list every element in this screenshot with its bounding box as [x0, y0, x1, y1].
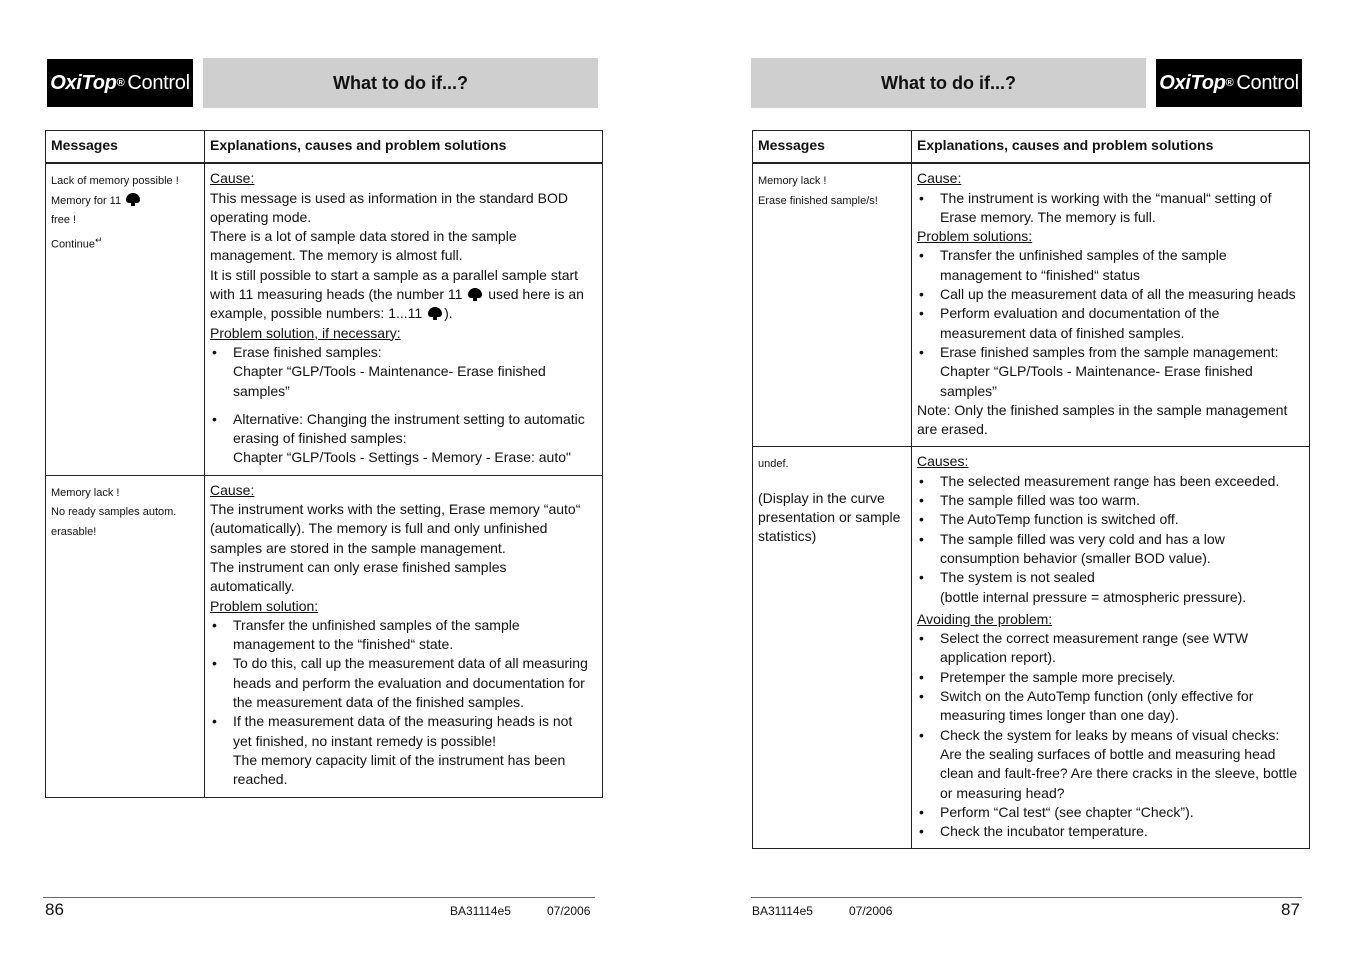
explanation-cell: Cause: This message is used as information in the standard BOD operating mode. There is a lot of sample data stored in the sample management. The memory is almost full. It is still possible to start a sample as a parallel sample start with 11 measuring heads (the number 11 used here is an example, possible numbers: 1...11 ). Problem solution, if necessary: • Erase finished samples: Chapter “GLP/Tools - Maintenance- Erase finished samples” • Alternative: Changing the instrument setting to automatic erasing of finished samples: Chapter “GLP/Tools - Settings - Memory - Erase: auto": [205, 163, 603, 475]
doc-date-left: 07/2006: [547, 904, 591, 918]
table-row: [753, 447, 1310, 849]
oxitop-logo-right: OxiTop ® Control: [1156, 59, 1302, 107]
list-item: • Switch on the AutoTemp function (only effective for measuring times longer than one day).: [917, 687, 1301, 726]
table-row: [46, 163, 603, 475]
list-item: • The sample filled was too warm.: [917, 491, 1301, 510]
list-item: • The selected measurement range has been exceeded.: [917, 472, 1301, 491]
page-number-right: 87: [1281, 900, 1300, 919]
list-item: • Alternative: Changing the instrument setting to automatic erasing of finished samples: Chapter “GLP/Tools - Settings - Memory - Erase: auto": [210, 410, 594, 468]
list-item: • The system is not sealed (bottle internal pressure = atmospheric pressure).: [917, 568, 1301, 607]
list-item: • The AutoTemp function is switched off.: [917, 510, 1301, 529]
measuring-head-icon: [126, 193, 140, 203]
header-messages: Messages: [753, 131, 912, 164]
message-cell: Memory lack ! Erase finished sample/s!: [753, 163, 912, 447]
explanation-cell: Causes: • The selected measurement range has been exceeded. • The sample filled was too warm. • The AutoTemp function is switched off. • The sample filled was very cold and has a low consumption behavior (smaller BOD value). • The system is not sealed (bottle internal pressure = atmospheric pressure). Avoiding the problem: • Select the correct measurement range (see WTW application report). • Pretemper the sample more precisely. • Switch on the AutoTemp function (only effective for measuring times longer than one day). • Check the system for leaks by means of visual checks: Are the sealing surfaces of bottle and measuring head clean and fault-free? Are there cracks in the sleeve, bottle or measuring head? • Perform “Cal test“ (see chapter “Check”). • Check the incubator temperature.: [912, 447, 1310, 849]
list-item: • Call up the measurement data of all the measuring heads: [917, 285, 1301, 304]
list-item: • Perform “Cal test“ (see chapter “Check”).: [917, 803, 1301, 822]
explanation-cell: Cause: • The instrument is working with the “manual“ setting of Erase memory. The memory is full. Problem solutions: • Transfer the unfinished samples of the sample management to “finished“ status • Call up the measurement data of all the measuring heads • Perform evaluation and documentation of the measurement data of finished samples. • Erase finished samples from the sample management: Chapter “GLP/Tools - Maintenance- Erase finished samples” Note: Only the finished samples in the sample management are erased.: [912, 163, 1310, 447]
messages-table-left: [45, 130, 603, 798]
page-title-left: What to do if...?: [203, 58, 598, 108]
list-item: • The sample filled was very cold and has a low consumption behavior (smaller BOD value).: [917, 530, 1301, 569]
header-explanations: Explanations, causes and problem solutions: [912, 131, 1310, 164]
message-cell: Lack of memory possible ! Memory for 11 free ! Continue↵: [46, 163, 205, 475]
list-item: • Transfer the unfinished samples of the sample management to the “finished“ state.: [210, 616, 594, 655]
list-item: • Erase finished samples: Chapter “GLP/Tools - Maintenance- Erase finished samples”: [210, 343, 594, 401]
explanation-cell: Cause: The instrument works with the setting, Erase memory “auto“ (automatically). The memory is full and only unfinished samples are stored in the sample management. The instrument can only erase finished samples automatically. Problem solution: • Transfer the unfinished samples of the sample management to the “finished“ state. • To do this, call up the measurement data of all measuring heads and perform the evaluation and documentation for the measurement data of the finished samples. • If the measurement data of the measuring heads is not yet finished, no instant remedy is possible! The memory capacity limit of the instrument has been reached.: [205, 475, 603, 797]
list-item: • Perform evaluation and documentation of the measurement data of finished samples.: [917, 304, 1301, 343]
message-cell: undef. (Display in the curve presentation or sample statistics): [753, 447, 912, 849]
page-number-left: 86: [45, 900, 64, 919]
return-icon: ↵: [95, 234, 103, 245]
measuring-head-icon: [468, 288, 482, 298]
header-explanations: Explanations, causes and problem solutions: [205, 131, 603, 164]
footer-rule-right: [751, 897, 1302, 898]
list-item: • Pretemper the sample more precisely.: [917, 668, 1301, 687]
measuring-head-icon: [428, 307, 442, 317]
footer-rule-left: [43, 897, 595, 898]
list-item: • Transfer the unfinished samples of the sample management to “finished“ status: [917, 246, 1301, 285]
page-title-right: What to do if...?: [751, 58, 1146, 108]
list-item: • Select the correct measurement range (see WTW application report).: [917, 629, 1301, 668]
list-item: • If the measurement data of the measuring heads is not yet finished, no instant remedy is possible! The memory capacity limit of the instrument has been reached.: [210, 712, 594, 789]
list-item: • The instrument is working with the “manual“ setting of Erase memory. The memory is full.: [917, 189, 1301, 228]
table-row: [753, 163, 1310, 447]
oxitop-logo-left: OxiTop ® Control: [47, 59, 193, 107]
doc-date-right: 07/2006: [849, 904, 893, 918]
header-messages: Messages: [46, 131, 205, 164]
list-item: • Check the system for leaks by means of visual checks: Are the sealing surfaces of bottle and measuring head clean and fault-free? Are there cracks in the sleeve, bottle or measuring head?: [917, 726, 1301, 803]
doc-number-left: BA31114e5: [450, 904, 511, 918]
list-item: • To do this, call up the measurement data of all measuring heads and perform the evaluation and documentation for the measurement data of the finished samples.: [210, 654, 594, 712]
doc-number-right: BA31114e5: [752, 904, 813, 918]
table-row: [46, 475, 603, 797]
message-cell: Memory lack ! No ready samples autom. erasable!: [46, 475, 205, 797]
list-item: • Erase finished samples from the sample management: Chapter “GLP/Tools - Maintenance- Erase finished samples”: [917, 343, 1301, 401]
messages-table-right: [752, 130, 1310, 849]
list-item: • Check the incubator temperature.: [917, 822, 1301, 841]
